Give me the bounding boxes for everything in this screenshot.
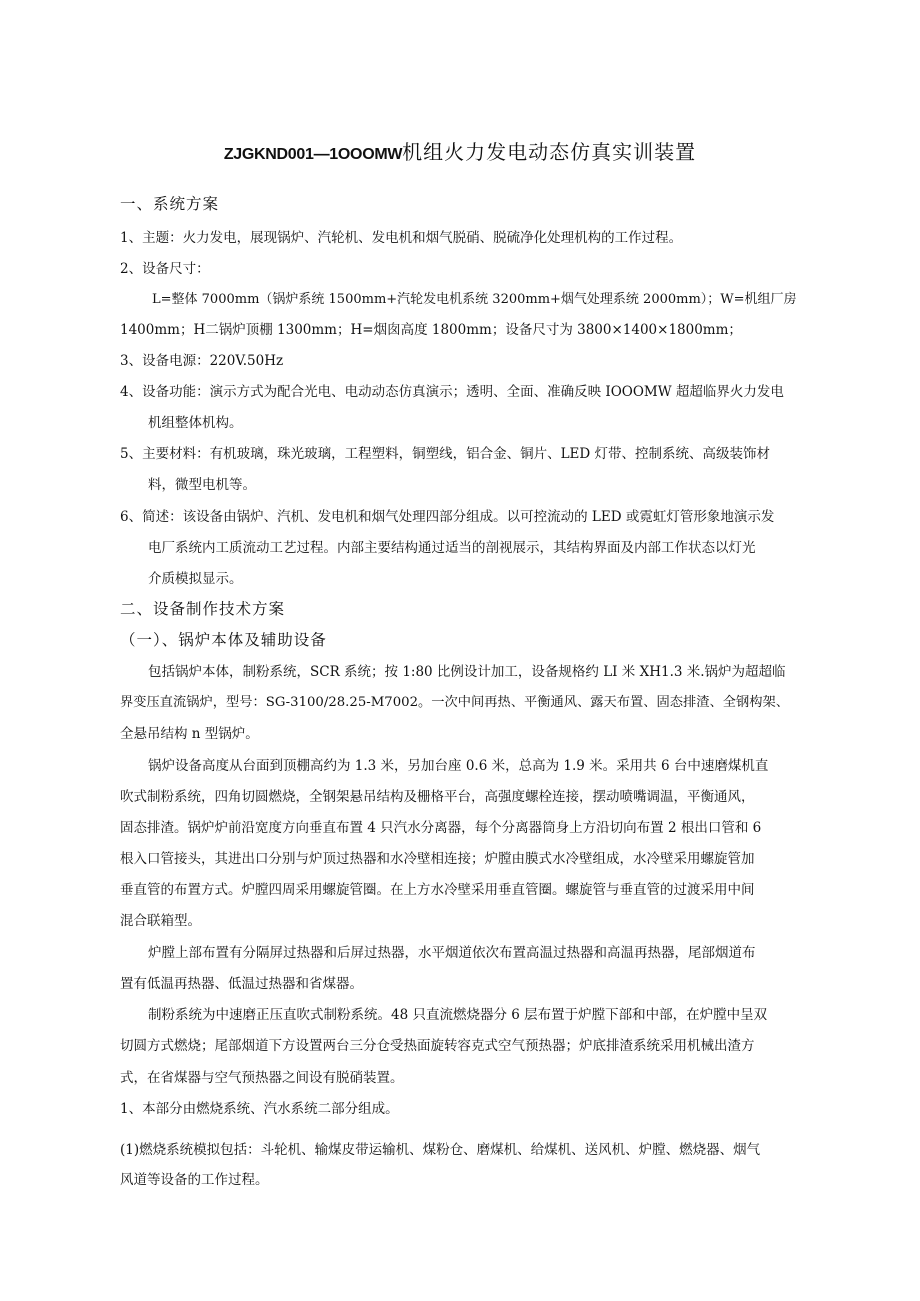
item-size-line-1: L=整体 7000mm（锅炉系统 1500mm+汽轮发电机系统 3200mm+烟气处理系统 2000mm）；W=机组厂房 [152, 292, 797, 307]
item-power: 3、设备电源：220V.50Hz [120, 353, 284, 369]
item-function-line-1: 4、设备功能：演示方式为配合光电、电动动态仿真演示；透明、全面、准确反映 IOOOMW 超超临界火力发电 [120, 384, 784, 400]
paragraph-2-line-1: 锅炉设备高度从台面到顶棚高约为 1.3 米，另加台座 0.6 米，总高为 1.9 米。采用共 6 台中速磨煤机直 [148, 758, 769, 774]
subsection-heading-boiler: （一）、锅炉本体及辅助设备 [120, 631, 327, 649]
item-summary-line-1: 6、简述：该设备由锅炉、汽机、发电机和烟气处理四部分组成。以可控流动的 LED 或霓虹灯管形象地演示发 [120, 509, 775, 525]
paragraph-2-line-2: 吹式制粉系统，四角切圆燃烧，全钢架悬吊结构及栅格平台，高强度螺栓连接，摆动喷嘴调温，平衡通风， [120, 789, 755, 805]
item-summary-line-2: 电厂系统内工质流动工艺过程。内部主要结构通过适当的剖视展示，其结构界面及内部工作状态以灯光 [148, 540, 756, 556]
paragraph-6-line-1: (1)燃烧系统模拟包括：斗轮机、输煤皮带运输机、煤粉仓、磨煤机、给煤机、送风机、炉膛、燃烧器、烟气 [120, 1142, 761, 1158]
item-function-line-2: 机组整体机构。 [148, 415, 243, 431]
paragraph-4-line-3: 式，在省煤器与空气预热器之间设有脱硝装置。 [120, 1070, 404, 1086]
paragraph-1-line-2: 界变压直流锅炉，型号：SG-3100/28.25-M7002。一次中间再热、平衡通风、露天布置、固态排渣、全钢构架、 [120, 695, 790, 710]
document-title [0, 136, 920, 165]
title-name: 机组火力发电动态仿真实训装置 [402, 140, 697, 164]
paragraph-2-line-3: 固态排渣。锅炉炉前沿宽度方向垂直布置 4 只汽水分离器，每个分离器筒身上方沿切向布置 2 根出口管和 6 [120, 820, 762, 836]
paragraph-4-line-1: 制粉系统为中速磨正压直吹式制粉系统。48 只直流燃烧器分 6 层布置于炉膛下部和中部，在炉膛中呈双 [148, 1007, 768, 1023]
item-theme: 1、主题：火力发电，展现锅炉、汽轮机、发电机和烟气脱硝、脱硫净化处理机构的工作过程。 [120, 230, 683, 246]
paragraph-1-line-1: 包括锅炉本体，制粉系统，SCR 系统；按 1:80 比例设计加工，设备规格约 LI 米 XH1.3 米.锅炉为超超临 [148, 664, 786, 680]
paragraph-6-line-2: 风道等设备的工作过程。 [120, 1172, 269, 1188]
title-code: ZJGKND001—1OOOMW [223, 146, 403, 163]
paragraph-3-line-2: 置有低温再热器、低温过热器和省煤器。 [120, 976, 363, 992]
paragraph-1-line-3: 全悬吊结构 n 型锅炉。 [120, 726, 259, 742]
paragraph-5: 1、本部分由燃烧系统、汽水系统二部分组成。 [120, 1101, 399, 1117]
item-summary-line-3: 介质模拟显示。 [148, 571, 243, 587]
item-size-label: 2、设备尺寸： [120, 261, 210, 277]
section-heading-system-plan: 一、系统方案 [120, 195, 220, 213]
paragraph-2-line-5: 垂直管的布置方式。炉膛四周采用螺旋管圈。在上方水冷壁采用垂直管圈。螺旋管与垂直管的过渡采用中间 [120, 882, 755, 898]
item-materials-line-2: 料，微型电机等。 [148, 477, 256, 493]
paragraph-4-line-2: 切圆方式燃烧；尾部烟道下方设置两台三分仓受热面旋转容克式空气预热器；炉底排渣系统采用机械出渣方 [120, 1038, 755, 1054]
item-materials-line-1: 5、主要材料：有机玻璃，珠光玻璃，工程塑料，铜塑线，铝合金、铜片、LED 灯带、控制系统、高级装饰材 [120, 446, 771, 462]
paragraph-2-line-4: 根入口管接头，其进出口分别与炉顶过热器和水冷壁相连接；炉膛由膜式水冷壁组成，水冷壁采用螺旋管加 [120, 851, 755, 867]
section-heading-technical-plan: 二、设备制作技术方案 [120, 600, 286, 618]
paragraph-2-line-6: 混合联箱型。 [120, 913, 201, 929]
item-size-line-2: 1400mm；H二锅炉顶棚 1300mm；H=烟囱高度 1800mm；设备尺寸为 3800×1400×1800mm； [120, 322, 742, 338]
paragraph-3-line-1: 炉膛上部布置有分隔屏过热器和后屏过热器，水平烟道依次布置高温过热器和高温再热器，尾部烟道布 [148, 945, 756, 961]
